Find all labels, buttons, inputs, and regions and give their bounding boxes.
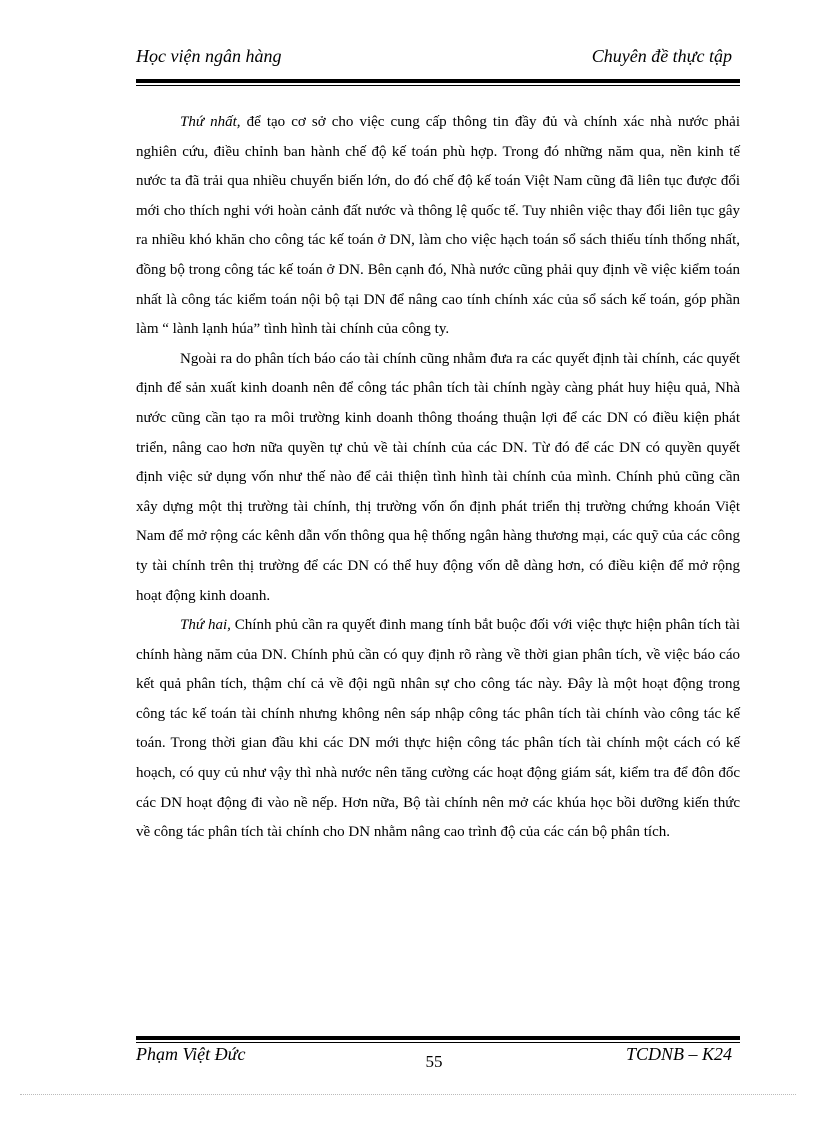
paragraph-3-lead: Thứ hai, <box>180 617 231 634</box>
document-body <box>136 108 740 848</box>
page-header <box>136 46 732 76</box>
header-document-type: Chuyên đề thực tập <box>591 46 732 66</box>
page-footer <box>136 1044 732 1084</box>
footer-author: Phạm Việt Đức <box>136 1044 246 1064</box>
header-divider <box>136 79 740 86</box>
paragraph-3-text: Chính phủ cần ra quyết đinh mang tính bắt buộc đối với việc thực hiện phân tích tài chính hàng năm của DN. Chính phủ cần có quy định rõ ràng về thời gian phân tích, về việc báo cáo kết quả phân tích, thậm chí cả về đội ngũ nhân sự cho công tác này. Đây là một hoạt động trong công tác kế toán tài chính nhưng không nên sáp nhập công tác phân tích tài chính vào công tác kế toán. Trong thời gian đầu khi các DN mới thực hiện công tác phân tích tài chính một cách có kế hoạch, có quy củ như vậy thì nhà nước nên tăng cường các hoạt động giám sát, kiểm tra để đôn đốc các DN hoạt động đi vào nề nếp. Hơn nữa, Bộ tài chính nên mở các khúa học bồi dưỡng kiến thức về công tác phân tích tài chính cho DN nhằm nâng cao trình độ của các cán bộ phân tích. <box>136 617 740 841</box>
paragraph-3 <box>136 611 740 848</box>
paragraph-1-lead: Thứ nhất, <box>180 114 241 130</box>
paragraph-1-text: để tạo cơ sở cho việc cung cấp thông tin đầy đủ và chính xác nhà nước phải nghiên cứu, điều chỉnh ban hành chế độ kế toán phù hợp. Trong đó những năm qua, nền kinh tế nước ta đã trải qua nhiều chuyển biến lớn, do đó chế độ kế toán Việt Nam cũng đã liên tục được đổi mới cho thích nghi với hoàn cảnh đất nước và thông lệ quốc tế. Tuy nhiên việc thay đổi liên tục gây ra nhiều khó khăn cho công tác kế toán ở DN, làm cho việc hạch toán sổ sách thiếu tính thống nhất, đồng bộ trong công tác kế toán ở DN. Bên cạnh đó, Nhà nước cũng phải quy định về việc kiểm toán nhất là công tác kiểm toán nội bộ tại DN để nâng cao tính chính xác của sổ sách kế toán, góp phần làm “ lành lạnh húa” tình hình tài chính của công ty. <box>136 114 740 338</box>
paragraph-1 <box>136 108 740 345</box>
page-number: 55 <box>425 1052 443 1071</box>
footer-divider <box>136 1036 740 1043</box>
header-institution: Học viện ngân hàng <box>136 46 282 66</box>
footer-class-code: TCDNB – K24 <box>625 1044 732 1064</box>
paragraph-2: Ngoài ra do phân tích báo cáo tài chính cũng nhằm đưa ra các quyết định tài chính, các quyết định để sản xuất kinh doanh nên để công tác phân tích tài chính ngày càng phát huy hiệu quả, Nhà nước cũng cần tạo ra môi trường kinh doanh thông thoáng thuận lợi để các DN có điều kiện phát triển, nâng cao hơn nữa quyền tự chủ về tài chính của các DN. Từ đó để các DN có quyền quyết định việc sử dụng vốn như thế nào để cải thiện tình hình tài chính của mình. Chính phủ cũng cần xây dựng một thị trường tài chính, thị trường vốn ổn định phát triển thị trường chứng khoán Việt Nam để mở rộng các kênh dẫn vốn thông qua hệ thống ngân hàng thương mại, các quỹ của các công ty tài chính trên thị trường để các DN có thể huy động vốn dễ dàng hơn, có điều kiện để mở rộng hoạt động kinh doanh. <box>136 350 740 604</box>
page-bottom-edge <box>20 1094 796 1095</box>
